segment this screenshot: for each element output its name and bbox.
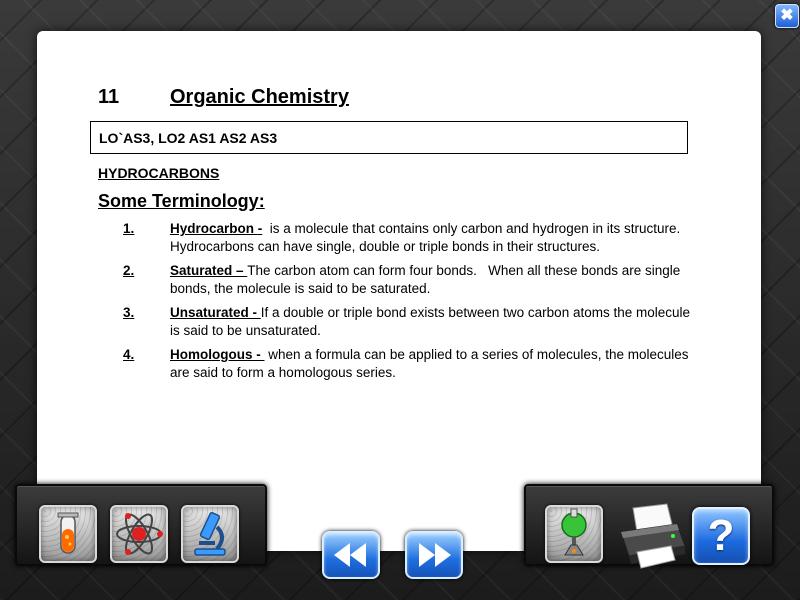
chapter-number: 11 <box>98 86 120 108</box>
help-button[interactable] <box>692 507 750 565</box>
list-item <box>123 346 693 381</box>
term-definition: is a molecule that contains only carbon and hydrogen in its structure. Hydrocarbons can have single, double or triple bonds in their structures. <box>170 221 692 254</box>
printer-icon <box>615 502 689 572</box>
term-number: 4. <box>123 347 135 362</box>
term-number: 1. <box>123 221 135 236</box>
term-definition: The carbon atom can form four bonds. When all these bonds are single bonds, the molecule is said to be saturated. <box>170 263 685 296</box>
term-number: 3. <box>123 305 135 320</box>
list-item <box>123 220 693 255</box>
learning-outcomes-box: LO`AS3, LO2 AS1 AS2 AS3 <box>90 121 688 154</box>
term-name: Hydrocarbon <box>170 221 258 236</box>
test-tube-icon <box>41 507 95 561</box>
test-tube-button[interactable] <box>39 505 97 563</box>
term-number: 2. <box>123 263 135 278</box>
atom-button[interactable] <box>110 505 168 563</box>
section-heading: HYDROCARBONS <box>98 165 220 181</box>
atom-icon <box>112 507 166 561</box>
close-button[interactable]: ✖ <box>775 4 799 28</box>
term-name: Unsaturated - <box>170 305 261 320</box>
list-item <box>123 262 693 297</box>
left-toolbar <box>15 484 267 566</box>
next-page-button[interactable] <box>405 531 463 579</box>
list-item <box>123 304 693 339</box>
print-button[interactable] <box>615 502 689 572</box>
chapter-title <box>98 86 349 109</box>
flask-button[interactable] <box>545 505 603 563</box>
chapter-name: Organic Chemistry <box>170 86 349 108</box>
previous-page-button[interactable] <box>322 531 380 579</box>
microscope-icon <box>183 507 237 561</box>
term-name: Saturated – <box>170 263 248 278</box>
terminology-list <box>123 220 693 388</box>
flask-icon <box>547 507 601 561</box>
help-icon: ? <box>707 511 735 560</box>
subheading: Some Terminology: <box>98 191 265 211</box>
term-name: Homologous - <box>170 347 265 362</box>
term-definition: when a formula can be applied to a series of molecules, the molecules are said to form a homologous series. <box>170 347 693 380</box>
term-definition: If a double or triple bond exists between two carbon atoms the molecule is said to be unsaturated. <box>170 305 694 338</box>
microscope-button[interactable] <box>181 505 239 563</box>
term-separator: - <box>257 221 263 236</box>
rewind-icon <box>324 533 378 577</box>
fast-forward-icon <box>407 533 461 577</box>
